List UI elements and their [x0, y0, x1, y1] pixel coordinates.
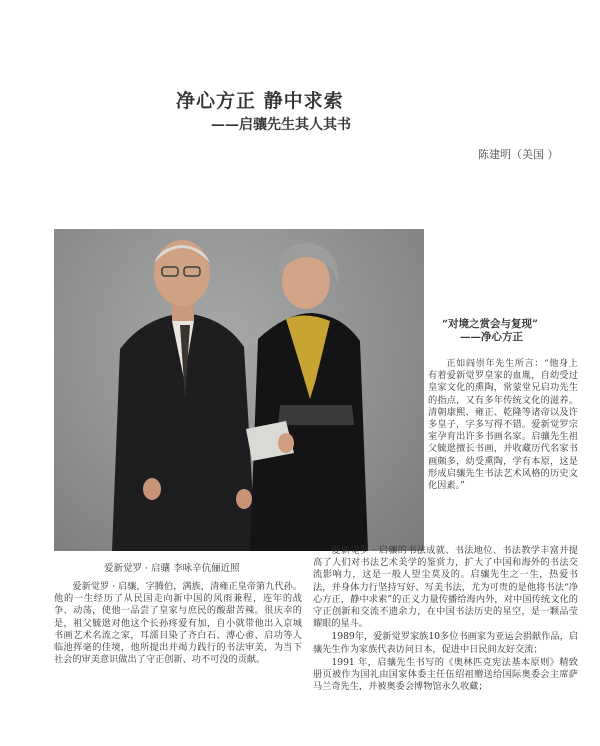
couple-photo	[54, 229, 424, 551]
left-column	[54, 581, 302, 666]
paragraph-achievements: 爱新觉罗 · 启骧的书法成就、书法地位、书法教学丰富并提高了人们对书法艺术美学的鉴赏力，扩大了中国和海外的书法交流影响力，这是一般人望尘莫及的。启骧先生之一生，热爱书法，并身体力行坚持写好、写美书法，尤为可贵的是他将书法“净心方正，静中求索”的正义力量传播给海内外，对中国传统文化的守正创新和交流不遗余力，在中国书法历史的星空，是一颗品莹耀眼的星斗。	[313, 545, 578, 630]
section-heading-line1: “对境之赏会与复现”	[442, 318, 539, 330]
bottom-right-column	[313, 544, 578, 693]
man-figure	[112, 240, 256, 551]
article-subtitle: ——启骧先生其人其书	[211, 117, 351, 133]
paragraph-intro-quote: 正如阎崇年先生所言：“他身上有着爱新觉罗皇家的血胤，自幼受过皇家文化的熏陶，常蒙堂兄启功先生的指点，又有多年传统文化的滋养。清朝康熙、雍正、乾隆等诸帝以及许多皇子，字多写得不错。爱新觉罗宗室孕育出许多书画名家。启骧先生祖父毓逖擅长书画，并收藏历代名家书画颇多，幼受熏陶，学有本原，这是形成启骧先生书法艺术风格的历史文化因素。”	[428, 358, 578, 492]
woman-figure	[246, 243, 368, 551]
photo-caption: 爱新觉罗 · 启骧 李咏辛伉俪近照	[104, 563, 240, 574]
paragraph-biography: 爱新觉罗 · 启骧，字腾伯，满族，清雍正皇帝第九代孙。他的一生经历了从民国走向新中国的风雨兼程，连年的战争、动荡，使他一品尝了皇家与庶民的酸甜苦辣。很庆幸的是，祖父毓逖对他这个长孙疼爱有加，自小就带他出入京城书画艺术名流之家，耳濡目染了齐白石、溥心畬、启功等人临池挥毫的佳境，他所提出并竭力践行的书法审美，为当下社会的审美意识做出了守正创新、功不可没的贡献。	[54, 581, 302, 666]
section-heading-line2: ——净心方正	[460, 331, 523, 343]
couple-photo-illustration	[54, 229, 424, 551]
article-author: 陈建明（美国 ）	[478, 148, 559, 161]
right-column	[428, 358, 578, 492]
paragraph-1991: 1991 年，启骧先生书写的《奥林匹克宪法基本原则》精致册页被作为国礼由国家体委主任伍绍祖赠送给国际奥委会主席萨马兰奇先生，并被奥委会博物馆永久收藏；	[313, 656, 578, 693]
article-title: 净心方正 静中求索	[176, 90, 344, 112]
section-heading	[442, 318, 538, 344]
paragraph-1989: 1989年，爱新觉罗家族10多位书画家为亚运会捐献作品，启骧先生作为家族代表访问日本，促进中日民间友好交流；	[313, 631, 578, 655]
